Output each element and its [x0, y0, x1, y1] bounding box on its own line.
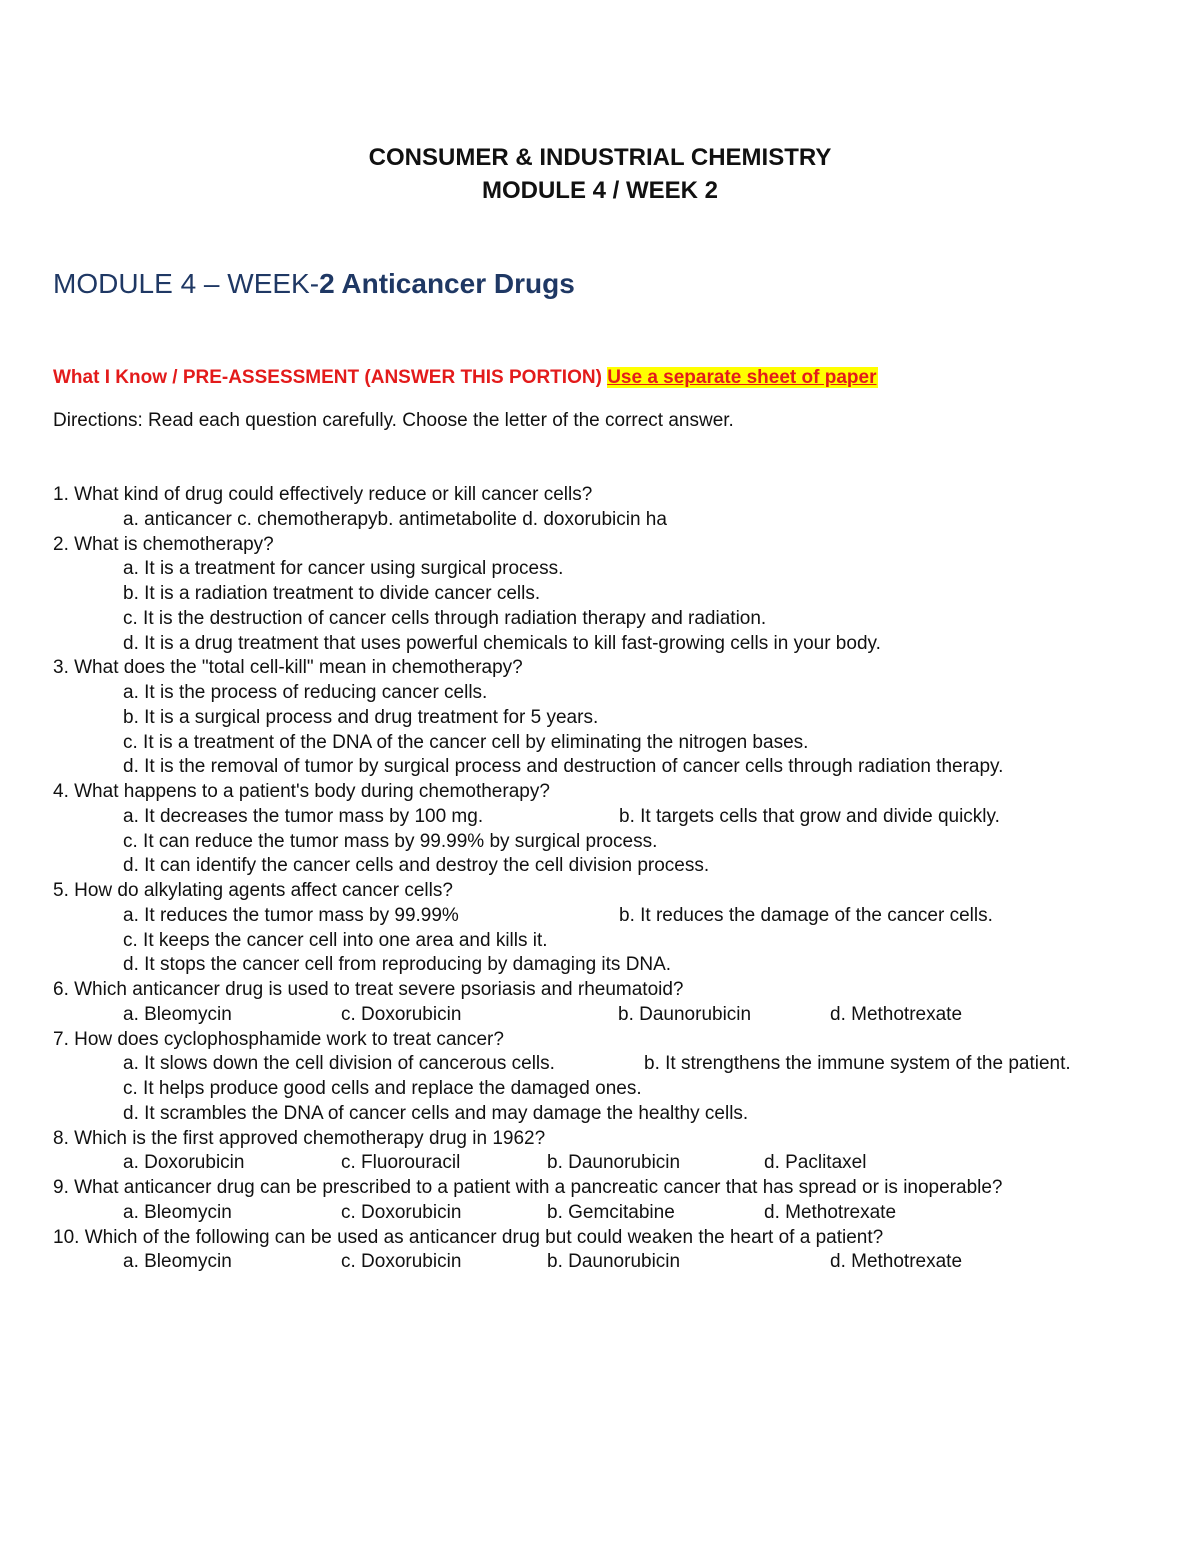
question-text: 4. What happens to a patient's body during chemotherapy? [53, 781, 550, 802]
answer-option: d. Methotrexate [764, 1201, 897, 1223]
question-text: 7. How does cyclophosphamide work to treat cancer? [53, 1028, 504, 1050]
answer-option: c. It can reduce the tumor mass by 99.99% by surgical process. [123, 830, 658, 852]
answer-option: a. Doxorubicin [123, 1152, 245, 1174]
answer-option: d. Methotrexate [830, 1251, 963, 1273]
answer-option: d. Methotrexate [830, 1003, 963, 1025]
answer-option: a. anticancer c. chemotherapyb. antimetabolite d. doxorubicin ha [123, 508, 667, 530]
course-title: CONSUMER & INDUSTRIAL CHEMISTRY [368, 144, 832, 171]
module-heading-prefix: MODULE 4 – WEEK- [53, 268, 320, 299]
answer-option: d. It stops the cancer cell from reproducing by damaging its DNA. [123, 954, 672, 976]
answer-option: b. It is a surgical process and drug treatment for 5 years. [123, 706, 599, 728]
answer-option: b. Gemcitabine [547, 1201, 675, 1223]
question-text: 6. Which anticancer drug is used to treat severe psoriasis and rheumatoid? [53, 979, 684, 1000]
answer-option: b. Daunorubicin [547, 1152, 681, 1174]
answer-option: c. Doxorubicin [341, 1251, 462, 1273]
answer-option: a. Bleomycin [123, 1201, 232, 1223]
question-text: 2. What is chemotherapy? [53, 533, 274, 555]
question-text: 5. How do alkylating agents affect cancer cells? [53, 880, 453, 901]
question-text: 9. What anticancer drug can be prescribed to a patient with a pancreatic cancer that has spread or is inoperable? [53, 1177, 1003, 1198]
answer-option: d. It can identify the cancer cells and destroy the cell division process. [123, 855, 710, 877]
answer-option: c. Fluorouracil [341, 1152, 461, 1174]
directions-text: Directions: Read each question carefully. Choose the letter of the correct answer. [53, 410, 734, 431]
answer-option: b. It strengthens the immune system of the patient. [644, 1053, 1071, 1075]
answer-option: c. It keeps the cancer cell into one area and kills it. [123, 929, 548, 951]
question-text: 1. What kind of drug could effectively reduce or kill cancer cells? [53, 484, 593, 505]
pre-assessment-heading [53, 366, 878, 390]
module-heading-topic: 2 Anticancer Drugs [319, 268, 575, 299]
question-text: 10. Which of the following can be used as anticancer drug but could weaken the heart of a patient? [53, 1226, 884, 1248]
answer-option: d. It scrambles the DNA of cancer cells and may damage the healthy cells. [123, 1102, 749, 1124]
answer-option: a. Bleomycin [123, 1003, 232, 1025]
answer-option: a. It is a treatment for cancer using surgical process. [123, 558, 564, 580]
answer-option: c. Doxorubicin [341, 1003, 462, 1025]
answer-option: c. It helps produce good cells and replace the damaged ones. [123, 1078, 642, 1099]
answer-option: d. It is the removal of tumor by surgical process and destruction of cancer cells through radiation therapy. [123, 756, 1004, 778]
module-week-subtitle: MODULE 4 / WEEK 2 [481, 177, 719, 204]
answer-option: b. It is a radiation treatment to divide cancer cells. [123, 583, 541, 604]
answer-option: c. It is a treatment of the DNA of the cancer cell by eliminating the nitrogen bases. [123, 731, 809, 753]
answer-option: a. It slows down the cell division of cancerous cells. [123, 1053, 555, 1075]
answer-option: b. It reduces the damage of the cancer cells. [619, 904, 993, 926]
answer-option: a. It reduces the tumor mass by 99.99% [123, 904, 459, 926]
separate-sheet-note: Use a separate sheet of paper [607, 367, 877, 388]
answer-option: d. It is a drug treatment that uses powerful chemicals to kill fast-growing cells in your body. [123, 632, 881, 654]
answer-option: c. It is the destruction of cancer cells through radiation therapy and radiation. [123, 607, 767, 629]
question-text: 3. What does the "total cell-kill" mean in chemotherapy? [53, 657, 523, 679]
module-heading [53, 266, 575, 302]
answer-option: b. It targets cells that grow and divide quickly. [619, 805, 1000, 827]
answer-option: a. It decreases the tumor mass by 100 mg. [123, 805, 484, 827]
answer-option: d. Paclitaxel [764, 1152, 867, 1174]
answer-option: b. Daunorubicin [547, 1251, 681, 1273]
answer-option: a. It is the process of reducing cancer cells. [123, 682, 488, 703]
pre-assessment-label: What I Know / PRE-ASSESSMENT (ANSWER THIS PORTION) [53, 367, 608, 388]
answer-option: a. Bleomycin [123, 1251, 232, 1273]
question-text: 8. Which is the first approved chemotherapy drug in 1962? [53, 1127, 546, 1149]
answer-option: c. Doxorubicin [341, 1201, 462, 1223]
answer-option: b. Daunorubicin [618, 1003, 752, 1025]
